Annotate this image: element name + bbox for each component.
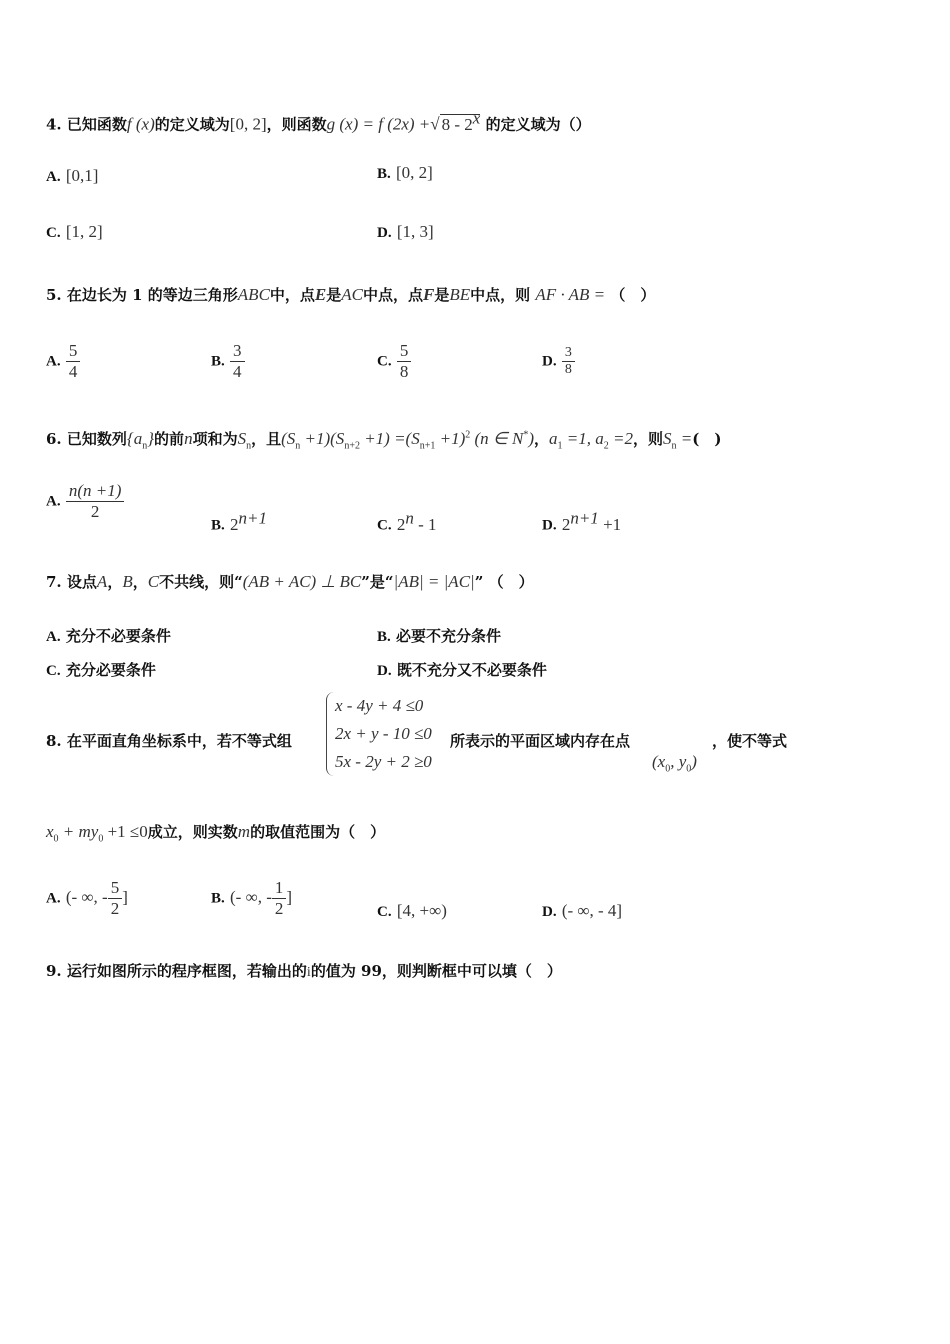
math-n: n [184,429,193,448]
math-sub: n [671,440,677,452]
option-label: B. [211,517,225,534]
math-part: S [237,429,247,448]
option-value: [0, 2] [396,163,433,182]
math-f: F [423,285,435,304]
math-sup: n+1 [570,508,599,527]
question-number: 4. [46,115,62,134]
math-sub: n [246,440,252,452]
option-fraction [397,341,412,382]
option-a[interactable] [46,878,128,919]
stem-text: 的前 [154,430,185,448]
option-fraction [562,345,575,378]
option-a[interactable] [46,625,171,646]
inequality-2: 2x + y - 10 ≤0 [335,724,432,743]
option-label: A. [46,629,61,645]
math-be: BE [449,285,471,304]
option-label: D. [377,225,392,241]
math-f-x: f (x) [126,114,155,134]
math-sequence [126,429,155,452]
stem-text: 的取值范围为（ ） [250,823,386,841]
option-prefix: (- ∞, - [65,887,108,907]
numerator: 3 [562,345,575,362]
stem-text: ，且 [251,430,282,448]
option-c[interactable] [377,508,437,535]
option-b[interactable] [211,508,267,535]
math-part: , y [670,752,687,771]
stem-text: 的定义域为 [154,115,230,134]
math-part: x [46,822,54,841]
stem-text: 设点 [66,573,97,591]
option-label: C. [46,225,61,241]
math-part: 2 [561,514,571,534]
math-part: 2 [230,514,239,534]
math-a: A [96,572,108,591]
math-part: +1) [435,429,466,448]
option-suffix: ] [286,887,293,907]
option-suffix: ] [122,887,128,907]
stem-text: 的定义域为（） [485,115,591,134]
stem-text: 项和为 [192,430,238,448]
stem-text: 在平面直角坐标系中，若不等式组 [66,732,292,750]
question-6-stem [46,428,721,451]
option-label: A. [46,493,61,510]
option-a[interactable] [46,481,124,522]
math-sub: n [142,440,148,452]
inequality-1: x - 4y + 4 ≤0 [335,696,424,715]
option-fraction [66,341,81,382]
math-point [652,752,697,774]
stem-text: ， [132,573,148,591]
option-c[interactable] [46,659,156,680]
math-inequality [46,822,148,845]
option-c[interactable] [377,341,411,382]
option-a[interactable] [46,341,80,382]
option-label: B. [211,353,225,370]
option-b[interactable] [211,341,245,382]
math-dot-product: AF · AB = [535,285,606,304]
option-label: A. [46,169,61,185]
inequality-3: 5x - 2y + 2 ≥0 [335,752,432,771]
denominator: 4 [68,362,78,381]
option-label: B. [377,166,391,182]
math-recurrence [281,429,534,452]
option-b[interactable] [377,625,501,646]
option-fraction [230,341,245,382]
denominator: 2 [90,502,100,521]
option-value [561,508,622,534]
math-part: } [147,429,155,448]
math-sub: 1 [557,440,563,452]
math-sn [237,429,252,452]
denominator: 2 [274,899,284,918]
math-e: E [314,285,327,304]
denominator: 4 [233,362,242,381]
option-value: [4, +∞) [396,901,447,920]
math-sub: 0 [98,833,104,845]
math-b: B [122,572,133,591]
math-part: (x [652,752,666,771]
math-part: = [676,429,693,448]
option-fraction [108,878,123,919]
option-prefix: (- ∞, - [230,887,272,907]
math-sup: n [405,508,414,527]
option-label: C. [377,353,392,370]
math-part: - 1 [413,514,437,534]
stem-text: 是 [326,286,342,304]
numerator: n(n +1) [66,481,125,502]
math-part: (S [281,429,296,448]
math-abc: ABC [237,285,270,304]
option-value: [1, 3] [396,222,434,241]
math-sub: 2 [603,440,609,452]
math-part: (n ∈ N [470,429,524,448]
math-part: + my [58,822,99,841]
option-value [396,508,437,534]
option-label: D. [542,904,557,920]
math-sqrt: √ 8 - 2$^x$ [430,108,481,134]
option-label: D. [377,663,392,679]
math-m: m [237,822,251,841]
math-sub: n+2 [344,440,360,452]
stem-text: 中，点 [269,286,315,304]
denominator: 2 [110,899,120,918]
math-part: ) [528,429,534,448]
option-label: D. [542,353,557,370]
math-sn-eq [662,429,693,452]
option-text: 充分必要条件 [65,661,156,679]
math-sup: n+1 [238,508,267,527]
question-8-stem-line2 [46,821,385,844]
option-d[interactable] [542,901,622,921]
stem-text: ，使不等式 [712,732,788,750]
math-g-x: g (x) = f (2x) + [326,114,431,134]
option-label: D. [542,517,557,534]
option-label: B. [377,629,391,645]
math-initial-values [549,429,633,452]
numerator: 5 [108,878,123,899]
option-label: A. [46,353,61,370]
question-number: 5. [46,286,62,304]
stem-text: 的值为 99，则判断框中可以填（ ） [310,962,562,980]
stem-text: ， [107,573,123,591]
stem-text: 已知数列 [66,430,127,448]
question-9-stem [46,960,562,981]
math-sup: 2 [465,429,471,441]
numerator: 5 [397,341,412,362]
math-i: i [306,965,311,980]
stem-text: ，则函数 [266,115,327,134]
math-sub: 0 [53,833,59,845]
stem-text: （ ） [488,573,534,591]
option-text: 既不充分又不必要条件 [396,661,547,679]
math-part: a [549,429,558,448]
option-fraction [272,878,287,919]
stem-text: 在边长为 1 的等边三角形 [66,286,238,304]
stem-text: ，则 [632,430,663,448]
math-part: =1, a [562,429,604,448]
math-point-expr [652,752,697,775]
math-part: +1 [598,514,622,534]
sqrt-body: 8 - 2 [441,114,473,134]
quote-mark: “ [234,573,243,591]
question-4-stem [46,108,591,135]
math-part: +1)(S [300,429,345,448]
denominator: 8 [564,362,572,377]
math-sup: * [523,429,529,441]
option-label: B. [211,890,225,907]
math-domain: [0, 2] [229,114,267,134]
option-value: (- ∞, - 4] [561,901,623,920]
option-label: A. [46,890,61,907]
numerator: 1 [272,878,287,899]
stem-text: 运行如图所示的程序框图，若输出的 [66,962,307,980]
stem-text: 成立，则实数 [147,823,238,841]
math-sub: n [295,440,301,452]
stem-text: ( ) [692,430,722,448]
math-sub: 0 [665,763,671,775]
question-number: 9. [46,962,62,980]
option-d[interactable] [377,659,547,680]
option-value [230,508,267,534]
question-8-stem-start [46,730,292,751]
question-number: 6. [46,430,62,448]
math-part: 2 [396,514,406,534]
stem-text: 是 [434,286,450,304]
option-fraction [66,481,125,522]
option-d[interactable] [542,508,621,535]
math-part: +1) =(S [359,429,420,448]
option-label: C. [46,663,61,679]
inequality-system [326,692,432,776]
quote-mark: “ [384,573,394,591]
option-text: 充分不必要条件 [65,627,171,645]
numerator: 3 [230,341,245,362]
stem-text: 中点，则 [470,286,531,304]
quote-mark: ” [474,573,484,591]
option-d[interactable] [542,345,575,378]
option-d[interactable] [377,222,434,242]
stem-text: 不共线，则 [159,573,235,591]
math-perpendicular: (AB + AC) ⊥ BC [242,572,362,591]
stem-text: （ ） [610,286,656,304]
option-text: 必要不充分条件 [396,627,502,645]
option-b[interactable] [211,878,292,919]
math-part: +1 ≤0 [103,822,148,841]
math-equal-magnitude: |AB| = |AC| [393,572,475,591]
stem-text: 是 [369,573,385,591]
option-label: C. [377,904,392,920]
stem-text: 所表示的平面区域内存在点 [450,732,631,750]
question-7-stem [46,571,534,592]
question-8-stem-mid [450,730,630,751]
option-c[interactable] [377,901,447,921]
stem-text: 中点，点 [363,286,424,304]
stem-text: ， [533,430,549,448]
question-8-stem-end [712,730,787,751]
quote-mark: ” [361,573,370,591]
stem-text: 已知函数 [66,115,127,134]
math-ac: AC [341,285,364,304]
option-label: C. [377,517,392,534]
math-part: {a [126,429,143,448]
math-part: ) [691,752,697,771]
math-sub: n+1 [419,440,436,452]
math-c: C [147,572,160,591]
math-sub: 0 [686,763,692,775]
option-value: [0,1] [65,166,99,185]
option-b[interactable] [377,163,433,183]
option-value: [1, 2] [65,222,103,241]
option-a[interactable] [46,166,98,186]
question-number: 8. [46,732,62,750]
sqrt-exponent: x [472,108,481,127]
denominator: 8 [399,362,409,381]
math-part: =2 [608,429,633,448]
question-number: 7. [46,573,62,591]
question-5-stem [46,284,655,305]
math-part: S [662,429,672,448]
numerator: 5 [66,341,81,362]
option-c[interactable] [46,222,103,242]
